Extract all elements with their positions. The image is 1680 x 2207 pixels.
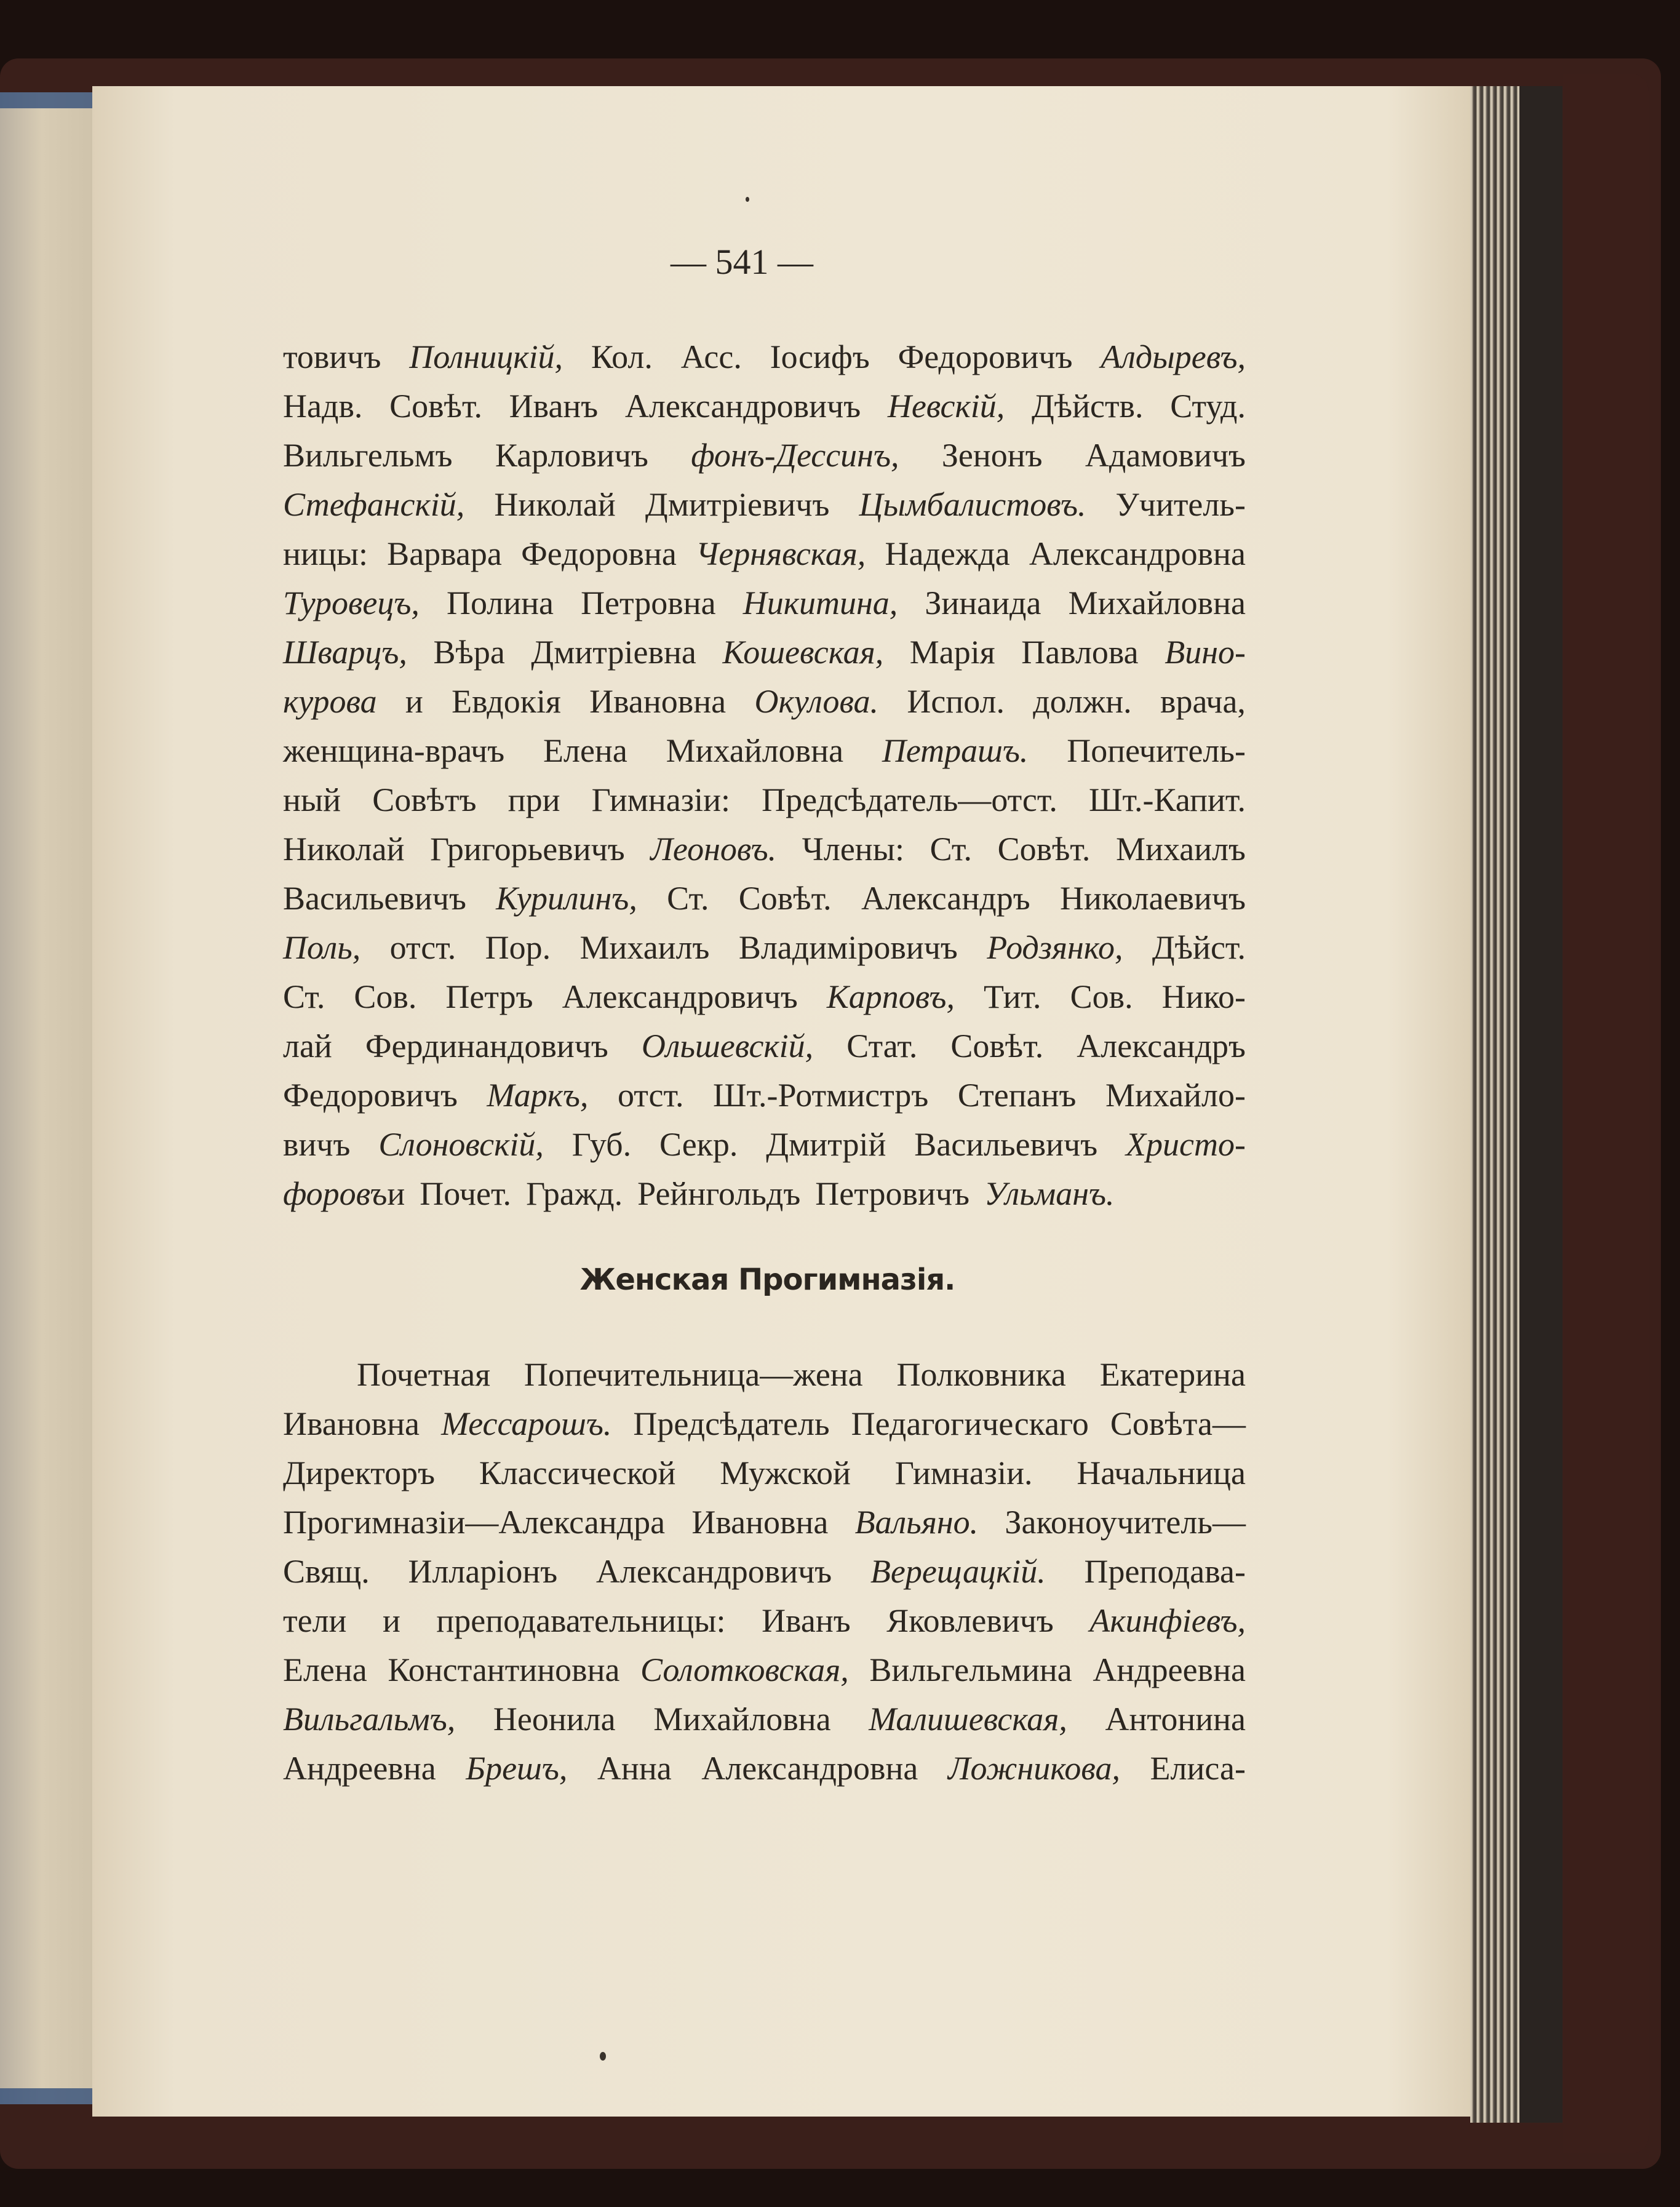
surname-word: Малишевская,: [869, 1701, 1067, 1738]
word: Сов.: [354, 978, 417, 1015]
word: Елена: [283, 1651, 367, 1688]
word: Гимназіи:: [591, 781, 730, 818]
text-line: [283, 972, 1246, 1021]
surname-word: Алдыревъ,: [1101, 338, 1246, 375]
surname-word: Окулова.: [754, 683, 879, 720]
word: Дмитріевичъ: [645, 486, 830, 523]
word: Попечитель-: [1067, 732, 1246, 769]
surname-word: Кошевская,: [722, 634, 884, 671]
word: Петръ: [445, 978, 533, 1015]
ink-speck: [600, 2052, 606, 2061]
surname-word: Акинфіевъ,: [1089, 1602, 1246, 1639]
word: Директоръ: [283, 1455, 436, 1491]
text-line: [283, 1399, 1246, 1448]
word: Александръ: [1077, 1028, 1246, 1064]
word: Константиновна: [388, 1651, 620, 1688]
text-line: [283, 529, 1246, 578]
word: Тит.: [983, 978, 1041, 1015]
word: лай: [283, 1028, 332, 1064]
word: Александровичъ: [624, 388, 861, 425]
word: Михайловна: [653, 1701, 831, 1738]
word: Дмитрій: [766, 1126, 886, 1163]
word: Ст.: [283, 978, 325, 1015]
word: Михайловна: [1068, 585, 1246, 621]
word: Николай: [494, 486, 616, 523]
word: ницы:: [283, 535, 368, 572]
surname-word: Карповъ,: [826, 978, 955, 1015]
word: Зинаида: [925, 585, 1041, 621]
surname-word: Курилинъ,: [496, 880, 637, 917]
word: Вильгельмъ: [283, 437, 453, 474]
word: Рейнгольдъ: [637, 1175, 801, 1212]
word: Ст.: [667, 880, 709, 917]
word: Федоровна: [521, 535, 677, 572]
word: Секр.: [659, 1126, 738, 1163]
word: Марія: [909, 634, 995, 671]
word: Асс.: [680, 338, 742, 375]
surname-word: форовъ: [283, 1175, 388, 1212]
word: товичъ: [283, 338, 381, 375]
word: Іосифъ: [770, 338, 870, 375]
word: Евдокія: [452, 683, 561, 720]
surname-word: Стефанскій,: [283, 486, 465, 523]
word: женщина-врачъ: [283, 732, 505, 769]
word: Степанъ: [957, 1077, 1077, 1114]
word: Карловичъ: [495, 437, 648, 474]
word: Губ.: [571, 1126, 632, 1163]
word: Григорьевичъ: [430, 831, 625, 868]
word: Александровна: [701, 1750, 918, 1787]
word: тели: [283, 1602, 347, 1639]
binding-cloth-bottom: [0, 2088, 105, 2104]
word: Студ.: [1170, 388, 1246, 425]
word: Неонила: [493, 1701, 616, 1738]
text-line: [283, 480, 1246, 529]
word: Вѣра: [433, 634, 505, 671]
word: врача,: [1160, 683, 1246, 720]
word: Почет.: [420, 1175, 512, 1212]
word: Александровна: [1029, 535, 1246, 572]
word: Классической: [479, 1455, 676, 1491]
text-line: [283, 381, 1246, 431]
word: Совѣт.: [738, 880, 832, 917]
word: Совѣта—: [1110, 1405, 1246, 1442]
left-page-edge: [0, 92, 92, 2104]
word: Михайловна: [666, 732, 844, 769]
text-line: [283, 1021, 1246, 1071]
word: вичъ: [283, 1126, 351, 1163]
text-line: [283, 1120, 1246, 1169]
text-line: [283, 1169, 1246, 1218]
word: Мужской: [720, 1455, 851, 1491]
surname-word: фонъ-Дессинъ,: [691, 437, 899, 474]
surname-word: Мессарошъ.: [441, 1405, 612, 1442]
surname-word: Поль,: [283, 929, 361, 966]
word: Александровичъ: [562, 978, 798, 1015]
word: Дѣйств.: [1031, 388, 1144, 425]
word: Учитель-: [1115, 486, 1246, 523]
word: Екатерина: [1099, 1356, 1246, 1393]
word: Николай: [283, 831, 405, 868]
page-number: — 541 —: [671, 242, 813, 282]
surname-word: Брешъ,: [466, 1750, 568, 1787]
text-line: [283, 1744, 1246, 1793]
word: преподавательницы:: [436, 1602, 726, 1639]
word: Александровичъ: [595, 1553, 832, 1590]
word: Федоровичъ: [283, 1077, 458, 1114]
word: Михаилъ: [1116, 831, 1246, 868]
word: Шт.-Капит.: [1089, 781, 1246, 818]
word: Елиса-: [1150, 1750, 1246, 1787]
word: ный: [283, 781, 341, 818]
word: Иванъ: [762, 1602, 851, 1639]
word: Педагогическаго: [851, 1405, 1089, 1442]
text-line: [283, 677, 1246, 726]
word: Кол.: [591, 338, 653, 375]
word: Законоучитель—: [1005, 1504, 1246, 1541]
word: Николаевичъ: [1059, 880, 1246, 917]
word: Начальница: [1077, 1455, 1246, 1491]
word: Полина: [447, 585, 554, 621]
surname-word: Солотковская,: [640, 1651, 849, 1688]
surname-word: Вальяно.: [854, 1504, 979, 1541]
text-line: [283, 1498, 1246, 1547]
paragraph-progymnasium: [283, 1350, 1246, 1793]
text-line: [283, 726, 1246, 775]
word: Вильгельмина: [869, 1651, 1072, 1688]
word: Федоровичъ: [898, 338, 1073, 375]
word: Преподава-: [1084, 1553, 1246, 1590]
word: Пор.: [485, 929, 551, 966]
surname-word: курова: [283, 683, 377, 720]
text-line: [283, 1547, 1246, 1596]
surname-word: Никитина,: [742, 585, 898, 621]
word: Елена: [543, 732, 627, 769]
word: Гражд.: [526, 1175, 623, 1212]
surname-word: Маркъ,: [487, 1077, 589, 1114]
word: Прогимназіи—Александра: [283, 1504, 666, 1541]
word: Анна: [597, 1750, 672, 1787]
word: отст.: [389, 929, 456, 966]
word: Иванъ: [509, 388, 599, 425]
word: Почетная: [357, 1356, 491, 1393]
word: Петровна: [581, 585, 716, 621]
surname-word: Полницкій,: [409, 338, 563, 375]
word: Свящ.: [283, 1553, 370, 1590]
word: Михайло-: [1105, 1077, 1246, 1114]
word: Васильевичъ: [283, 880, 466, 917]
word: Петровичъ: [815, 1175, 969, 1212]
text-line: [283, 628, 1246, 677]
word: Ивановна: [589, 683, 727, 720]
word: Ивановна: [691, 1504, 829, 1541]
word: Зенонъ: [941, 437, 1043, 474]
text-line: [283, 1071, 1246, 1120]
word: Ивановна: [283, 1405, 420, 1442]
text-line: [283, 431, 1246, 480]
text-line: [283, 1596, 1246, 1645]
word: Предсѣдатель—отст.: [762, 781, 1057, 818]
section-heading: Женская Прогимназія.: [579, 1263, 955, 1297]
word: Гимназіи.: [894, 1455, 1033, 1491]
word: и: [405, 683, 423, 720]
text-line: [283, 923, 1246, 972]
surname-word: Чернявская,: [696, 535, 866, 572]
word: Адамовичъ: [1085, 437, 1246, 474]
word: Дѣйст.: [1152, 929, 1246, 966]
word: Яковлевичъ: [886, 1602, 1054, 1639]
word: отст.: [617, 1077, 684, 1114]
word: Павлова: [1021, 634, 1139, 671]
word: Васильевичъ: [914, 1126, 1098, 1163]
word: Дмитріевна: [531, 634, 696, 671]
word: и: [382, 1602, 400, 1639]
word: Предсѣдатель: [633, 1405, 830, 1442]
surname-word: Шварцъ,: [283, 634, 407, 671]
surname-word: Ульманъ.: [984, 1175, 1115, 1212]
word: Илларіонъ: [408, 1553, 558, 1590]
word: Михаилъ: [579, 929, 710, 966]
spacer: [283, 1341, 1246, 1350]
word: Попечительница—жена: [524, 1356, 863, 1393]
surname-word: Верещацкій.: [870, 1553, 1046, 1590]
word: Сов.: [1070, 978, 1133, 1015]
text-line: [283, 1694, 1246, 1744]
word: Совѣт.: [997, 831, 1091, 868]
word: Фердинандовичъ: [365, 1028, 608, 1064]
surname-word: Родзянко,: [987, 929, 1123, 966]
ink-speck: [746, 197, 749, 202]
word: Варвара: [387, 535, 502, 572]
text-line: [283, 1448, 1246, 1498]
surname-word: Невскій,: [887, 388, 1005, 425]
back-cover-edge: [1563, 74, 1649, 2153]
surname-word: Вильгальмъ,: [283, 1701, 456, 1738]
page-text: [283, 332, 1246, 1793]
surname-word: Петрашъ.: [882, 732, 1029, 769]
word: Антонина: [1105, 1701, 1246, 1738]
surname-word: Туровецъ,: [283, 585, 420, 621]
paragraph-staff-list: [283, 332, 1246, 1218]
word: Нико-: [1161, 978, 1246, 1015]
text-line: [283, 1645, 1246, 1694]
binding-cloth-top: [0, 92, 105, 108]
text-line: [283, 824, 1246, 874]
word: Полковника: [896, 1356, 1066, 1393]
word: Испол.: [907, 683, 1005, 720]
surname-word: Ольшевскій,: [641, 1028, 814, 1064]
word: Ст.: [930, 831, 972, 868]
word: Надежда: [885, 535, 1010, 572]
word: Александръ: [861, 880, 1030, 917]
text-line: [283, 1350, 1246, 1399]
text-line: [283, 332, 1246, 381]
surname-word: Вино-: [1164, 634, 1246, 671]
word: Совѣт.: [950, 1028, 1044, 1064]
word: Владиміровичъ: [738, 929, 958, 966]
surname-word: Ложникова,: [947, 1750, 1120, 1787]
text-line: [283, 775, 1246, 824]
surname-word: Цымбалистовъ.: [859, 486, 1086, 523]
text-line: [283, 578, 1246, 628]
surname-word: Христо-: [1126, 1126, 1246, 1163]
word: Андреевна: [1093, 1651, 1246, 1688]
word: Стат.: [846, 1028, 918, 1064]
word: Надв.: [283, 388, 363, 425]
word: Совѣтъ: [372, 781, 477, 818]
text-line: [283, 874, 1246, 923]
word: должн.: [1033, 683, 1132, 720]
surname-word: Леоновъ.: [650, 831, 777, 868]
word: Андреевна: [283, 1750, 436, 1787]
page-stack-shadow: [1519, 86, 1569, 2123]
word: и: [387, 1175, 405, 1212]
word: при: [508, 781, 560, 818]
word: Шт.-Ротмистръ: [713, 1077, 929, 1114]
surname-word: Слоновскій,: [378, 1126, 544, 1163]
word: Члены:: [802, 831, 904, 868]
word: Совѣт.: [389, 388, 482, 425]
